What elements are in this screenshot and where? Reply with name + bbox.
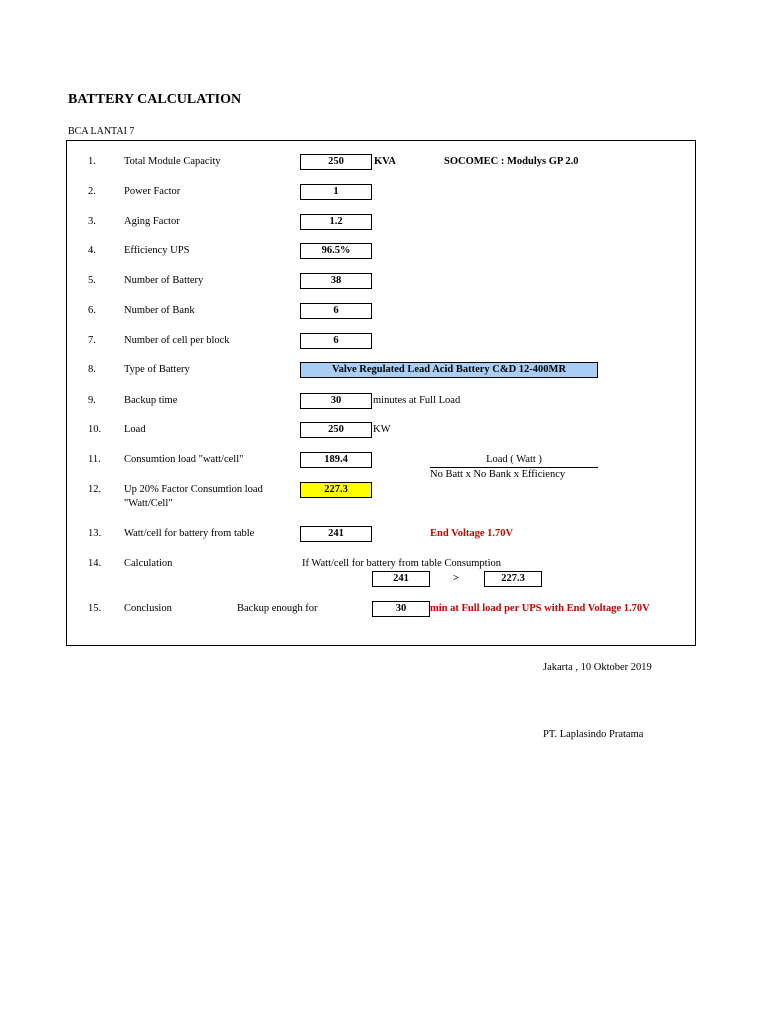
- conclusion-text: Backup enough for: [237, 603, 318, 614]
- row-11-value: 189.4: [300, 452, 372, 468]
- conclusion-value: 30: [372, 601, 430, 617]
- row-6-number: 6.: [88, 305, 96, 316]
- calculation-left-value: 241: [372, 571, 430, 587]
- row-6-label: Number of Bank: [124, 305, 195, 316]
- row-10-unit: KW: [373, 424, 391, 435]
- row-14-number: 14.: [88, 558, 102, 569]
- row-4-value: 96.5%: [300, 243, 372, 259]
- row-9-number: 9.: [88, 395, 96, 406]
- row-4-label: Efficiency UPS: [124, 245, 190, 256]
- row-12-number: 12.: [88, 484, 102, 495]
- row-10-number: 10.: [88, 424, 102, 435]
- calculation-right-value: 227.3: [484, 571, 542, 587]
- row-5-label: Number of Battery: [124, 275, 204, 286]
- row-3-value: 1.2: [300, 214, 372, 230]
- row-15-label: Conclusion: [124, 603, 172, 614]
- row-3-label: Aging Factor: [124, 216, 180, 227]
- document-subtitle: BCA LANTAI 7: [68, 126, 135, 137]
- row-5-number: 5.: [88, 275, 96, 286]
- row-15-number: 15.: [88, 603, 102, 614]
- formula-numerator: Load ( Watt ): [486, 454, 542, 465]
- row-11-number: 11.: [88, 454, 101, 465]
- end-voltage-note: End Voltage 1.70V: [430, 528, 514, 539]
- row-1-value: 250: [300, 154, 372, 170]
- row-10-value: 250: [300, 422, 372, 438]
- row-3-number: 3.: [88, 216, 96, 227]
- row-5-value: 38: [300, 273, 372, 289]
- conclusion-note: min at Full load per UPS with End Voltage 1.70V: [430, 603, 650, 614]
- row-12-value: 227.3: [300, 482, 372, 498]
- row-1-label: Total Module Capacity: [124, 156, 221, 167]
- row-9-unit: minutes at Full Load: [373, 395, 461, 406]
- row-13-value: 241: [300, 526, 372, 542]
- row-8-label: Type of Battery: [124, 364, 190, 375]
- row-7-label: Number of cell per block: [124, 335, 230, 346]
- formula-denominator: No Batt x No Bank x Efficiency: [430, 469, 566, 480]
- row-2-label: Power Factor: [124, 186, 181, 197]
- formula-divider: [430, 467, 598, 468]
- row-12-label-line2: "Watt/Cell": [124, 498, 173, 509]
- row-9-label: Backup time: [124, 395, 178, 406]
- row-9-value: 30: [300, 393, 372, 409]
- row-13-number: 13.: [88, 528, 102, 539]
- row-13-label: Watt/cell for battery from table: [124, 528, 255, 539]
- row-1-unit: KVA: [374, 156, 396, 167]
- row-7-number: 7.: [88, 335, 96, 346]
- row-1-number: 1.: [88, 156, 96, 167]
- row-6-value: 6: [300, 303, 372, 319]
- row-12-label: Up 20% Factor Consumtion load: [124, 484, 263, 495]
- calculation-operator: >: [453, 573, 459, 584]
- row-11-label: Consumtion load "watt/cell": [124, 454, 244, 465]
- battery-type-value: Valve Regulated Lead Acid Battery C&D 12-400MR: [300, 362, 598, 378]
- row-14-label: Calculation: [124, 558, 173, 569]
- row-7-value: 6: [300, 333, 372, 349]
- place-date: Jakarta , 10 Oktober 2019: [543, 662, 652, 673]
- document-title: BATTERY CALCULATION: [68, 92, 242, 107]
- row-2-value: 1: [300, 184, 372, 200]
- row-2-number: 2.: [88, 186, 96, 197]
- calculation-heading: If Watt/cell for battery from table Consumption: [302, 558, 501, 569]
- row-1-model-note: SOCOMEC : Modulys GP 2.0: [444, 156, 579, 167]
- company-name: PT. Laplasindo Pratama: [543, 729, 644, 740]
- row-8-number: 8.: [88, 364, 96, 375]
- row-4-number: 4.: [88, 245, 96, 256]
- row-10-label: Load: [124, 424, 146, 435]
